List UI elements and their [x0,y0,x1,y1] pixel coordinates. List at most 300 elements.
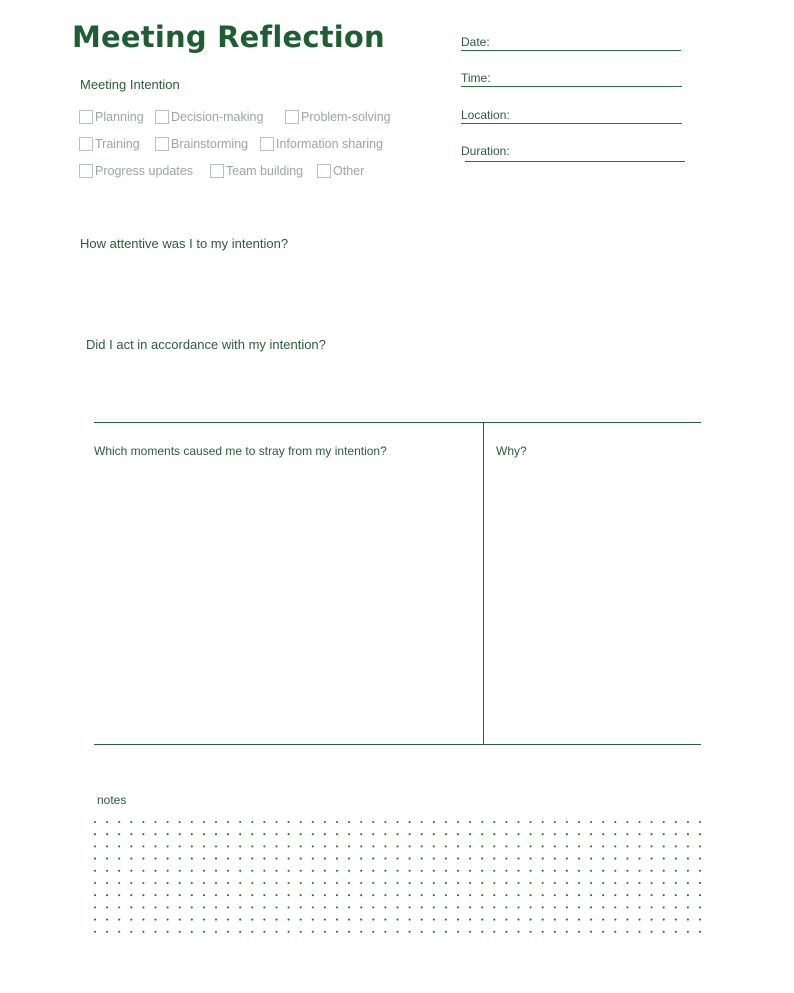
notes-dot [360,858,362,860]
notes-dot [263,894,265,896]
notes-dot [590,845,592,847]
notes-dot [288,845,290,847]
checkbox-icon[interactable] [210,164,224,178]
notes-dot [324,870,326,872]
notes-dot [167,858,169,860]
checkbox-icon[interactable] [260,137,274,151]
notes-dot [191,821,193,823]
date-label: Date: [461,35,490,49]
notes-dot [275,906,277,908]
notes-dot [288,833,290,835]
time-line [461,86,682,87]
option-information-sharing[interactable] [260,135,383,153]
notes-dot [275,858,277,860]
option-label: Planning [95,110,144,124]
notes-dot [590,919,592,921]
notes-dot [638,894,640,896]
notes-dot [372,821,374,823]
notes-dot [239,870,241,872]
notes-dot [566,894,568,896]
notes-dot [203,870,205,872]
notes-dot [590,858,592,860]
notes-dot [130,919,132,921]
notes-dot [517,906,519,908]
notes-dot [275,833,277,835]
notes-dot [505,931,507,933]
notes-dot [118,833,120,835]
notes-dot [263,833,265,835]
notes-dot [324,894,326,896]
notes-dot [288,858,290,860]
notes-dot [505,906,507,908]
notes-dot [130,833,132,835]
notes-dot [142,821,144,823]
notes-dot [421,870,423,872]
notes-dot [336,919,338,921]
notes-dot [445,931,447,933]
notes-dot [106,845,108,847]
notes-dot [602,821,604,823]
option-label: Team building [226,164,304,178]
notes-dot [554,931,556,933]
notes-dot [457,821,459,823]
notes-dot [663,882,665,884]
notes-dot [433,919,435,921]
time-field[interactable] [461,71,682,89]
option-label: Brainstorming [171,137,249,151]
notes-dot [578,906,580,908]
notes-dot [300,931,302,933]
notes-dot [517,858,519,860]
notes-dot [227,894,229,896]
notes-dot [433,821,435,823]
notes-dot [288,870,290,872]
notes-dot [469,870,471,872]
notes-dot [263,931,265,933]
notes-dot [360,845,362,847]
notes-dot [167,845,169,847]
notes-dot [239,882,241,884]
accordance-question: Did I act in accordance with my intention? [86,337,326,352]
notes-dot [179,931,181,933]
notes-dot [251,845,253,847]
notes-dot [300,906,302,908]
notes-dot [421,845,423,847]
notes-dot [421,858,423,860]
notes-dot [227,833,229,835]
notes-dot [675,845,677,847]
notes-dot [251,906,253,908]
notes-dot [445,906,447,908]
notes-dot [493,833,495,835]
notes-dot [384,858,386,860]
notes-dot [263,870,265,872]
notes-dot [215,821,217,823]
notes-dot [227,845,229,847]
notes-dot [94,845,96,847]
attentive-question: How attentive was I to my intention? [80,236,289,251]
notes-dot [179,919,181,921]
notes-dot [409,870,411,872]
notes-dot [312,833,314,835]
notes-dot [554,882,556,884]
notes-dot [651,894,653,896]
notes-dot [687,931,689,933]
notes-dot [118,870,120,872]
notes-dot [348,858,350,860]
notes-dot [614,894,616,896]
option-decision-making[interactable] [155,108,263,126]
notes-dot [421,882,423,884]
notes-dot [167,894,169,896]
notes-dot [396,931,398,933]
notes-dot [566,931,568,933]
notes-dot [493,882,495,884]
notes-dot [384,906,386,908]
notes-dot [554,919,556,921]
notes-dot [106,931,108,933]
notes-dot [699,833,701,835]
notes-dot [421,833,423,835]
notes-dot [167,931,169,933]
notes-dot [530,919,532,921]
notes-dot [638,870,640,872]
option-planning[interactable] [79,108,144,126]
notes-dot [130,931,132,933]
notes-dot [542,931,544,933]
notes-dot [687,870,689,872]
notes-dot [396,821,398,823]
notes-dot [251,931,253,933]
notes-dot [542,870,544,872]
checkbox-icon[interactable] [79,164,93,178]
notes-dot [602,845,604,847]
notes-dot-grid[interactable] [92,818,704,938]
notes-dot [663,919,665,921]
notes-dot [288,931,290,933]
notes-dot [275,845,277,847]
notes-dot [203,845,205,847]
notes-dot [396,833,398,835]
notes-dot [651,931,653,933]
notes-dot [566,858,568,860]
notes-dot [566,870,568,872]
option-training[interactable] [79,135,140,153]
notes-dot [626,821,628,823]
notes-dot [542,894,544,896]
notes-dot [239,906,241,908]
notes-dot [227,906,229,908]
notes-dot [433,882,435,884]
notes-dot [288,906,290,908]
option-brainstorming[interactable] [155,135,248,153]
notes-dot [154,858,156,860]
notes-dot [651,821,653,823]
notes-dot [638,882,640,884]
notes-dot [130,906,132,908]
notes-dot [699,931,701,933]
notes-label: notes [97,793,127,807]
notes-dot [191,919,193,921]
notes-dot [336,894,338,896]
notes-dot [663,821,665,823]
notes-dot [348,882,350,884]
notes-dot [590,870,592,872]
notes-dot [372,845,374,847]
notes-dot [312,845,314,847]
checkbox-icon[interactable] [317,164,331,178]
notes-dot [336,906,338,908]
notes-dot [457,894,459,896]
duration-line [465,161,685,162]
notes-dot [493,845,495,847]
notes-dot [275,931,277,933]
notes-dot [481,833,483,835]
notes-dot [154,919,156,921]
notes-dot [324,931,326,933]
option-other[interactable] [317,162,364,180]
notes-dot [239,821,241,823]
notes-dot [409,919,411,921]
why-question: Why? [496,444,527,458]
notes-dot [614,845,616,847]
notes-dot [179,821,181,823]
notes-dot [457,833,459,835]
notes-dot [191,845,193,847]
option-progress-updates[interactable] [79,162,193,180]
notes-dot [554,870,556,872]
notes-dot [348,821,350,823]
notes-dot [517,870,519,872]
notes-dot [614,882,616,884]
checkbox-icon[interactable] [79,137,93,151]
notes-dot [687,858,689,860]
notes-dot [493,919,495,921]
notes-dot [602,931,604,933]
notes-dot [469,894,471,896]
notes-dot [154,833,156,835]
notes-dot [687,833,689,835]
notes-dot [699,919,701,921]
notes-dot [360,870,362,872]
location-field[interactable] [461,108,682,126]
notes-dot [300,833,302,835]
notes-dot [300,821,302,823]
notes-dot [445,894,447,896]
notes-dot [602,858,604,860]
notes-dot [263,882,265,884]
notes-dot [384,833,386,835]
notes-dot [699,870,701,872]
notes-dot [626,931,628,933]
notes-dot [396,894,398,896]
notes-dot [663,833,665,835]
notes-dot [554,858,556,860]
notes-dot [360,833,362,835]
notes-dot [517,821,519,823]
notes-dot [130,882,132,884]
notes-dot [590,931,592,933]
notes-dot [566,833,568,835]
table-top-rule [94,422,701,423]
notes-dot [336,931,338,933]
notes-dot [142,882,144,884]
notes-dot [505,882,507,884]
notes-dot [372,870,374,872]
notes-dot [663,858,665,860]
notes-dot [505,870,507,872]
notes-dot [275,870,277,872]
notes-dot [118,931,120,933]
notes-dot [505,845,507,847]
notes-dot [530,894,532,896]
notes-dot [251,882,253,884]
notes-dot [384,931,386,933]
notes-dot [481,931,483,933]
notes-dot [626,870,628,872]
notes-dot [457,931,459,933]
notes-dot [517,931,519,933]
notes-dot [481,858,483,860]
notes-dot [409,882,411,884]
notes-dot [554,833,556,835]
checkbox-icon[interactable] [155,110,169,124]
checkbox-icon[interactable] [155,137,169,151]
checkbox-icon[interactable] [79,110,93,124]
notes-dot [203,931,205,933]
notes-dot [481,882,483,884]
notes-dot [457,858,459,860]
notes-dot [288,821,290,823]
notes-dot [396,845,398,847]
notes-dot [324,919,326,921]
option-label: Progress updates [95,164,193,178]
option-label: Other [333,164,365,178]
notes-dot [493,858,495,860]
notes-dot [445,858,447,860]
notes-dot [396,858,398,860]
notes-dot [663,894,665,896]
notes-dot [118,894,120,896]
notes-dot [203,833,205,835]
notes-dot [590,882,592,884]
notes-dot [481,906,483,908]
notes-dot [191,906,193,908]
notes-dot [699,882,701,884]
option-team-building[interactable] [210,162,303,180]
notes-dot [578,894,580,896]
duration-label: Duration: [461,144,510,158]
notes-dot [421,906,423,908]
notes-dot [106,858,108,860]
notes-dot [324,858,326,860]
notes-dot [481,845,483,847]
notes-dot [699,906,701,908]
notes-dot [517,833,519,835]
notes-dot [433,870,435,872]
duration-field[interactable] [461,144,685,162]
notes-dot [687,919,689,921]
notes-dot [675,931,677,933]
date-field[interactable] [461,35,681,53]
option-problem-solving[interactable] [285,108,391,126]
notes-dot [409,906,411,908]
notes-dot [409,894,411,896]
notes-dot [324,906,326,908]
notes-dot [614,858,616,860]
notes-dot [469,833,471,835]
notes-dot [384,870,386,872]
table-divider [483,422,484,744]
notes-dot [651,882,653,884]
notes-dot [372,931,374,933]
notes-dot [445,870,447,872]
notes-dot [663,845,665,847]
option-label: Information sharing [276,137,384,151]
notes-dot [566,845,568,847]
notes-dot [445,919,447,921]
notes-dot [481,919,483,921]
checkbox-icon[interactable] [285,110,299,124]
notes-dot [493,906,495,908]
notes-dot [530,870,532,872]
notes-dot [179,833,181,835]
notes-dot [505,821,507,823]
table-bottom-rule [94,744,701,745]
notes-dot [251,833,253,835]
notes-dot [651,906,653,908]
notes-dot [505,833,507,835]
notes-dot [251,919,253,921]
notes-dot [336,870,338,872]
notes-dot [324,882,326,884]
notes-dot [106,894,108,896]
notes-dot [626,882,628,884]
notes-dot [300,882,302,884]
notes-dot [409,845,411,847]
notes-dot [142,870,144,872]
notes-dot [106,882,108,884]
notes-dot [651,845,653,847]
notes-dot [687,894,689,896]
notes-dot [154,845,156,847]
notes-dot [130,821,132,823]
notes-dot [372,919,374,921]
notes-dot [699,821,701,823]
notes-dot [130,845,132,847]
notes-dot [457,870,459,872]
notes-dot [142,858,144,860]
notes-dot [384,882,386,884]
notes-dot [227,882,229,884]
notes-dot [360,882,362,884]
notes-dot [675,906,677,908]
notes-dot [179,906,181,908]
notes-dot [118,845,120,847]
notes-dot [215,919,217,921]
notes-dot [191,882,193,884]
notes-dot [312,906,314,908]
notes-dot [614,833,616,835]
notes-dot [699,858,701,860]
notes-dot [179,870,181,872]
notes-dot [638,833,640,835]
notes-dot [675,882,677,884]
notes-dot [663,906,665,908]
notes-dot [542,821,544,823]
location-label: Location: [461,108,510,122]
notes-dot [372,882,374,884]
